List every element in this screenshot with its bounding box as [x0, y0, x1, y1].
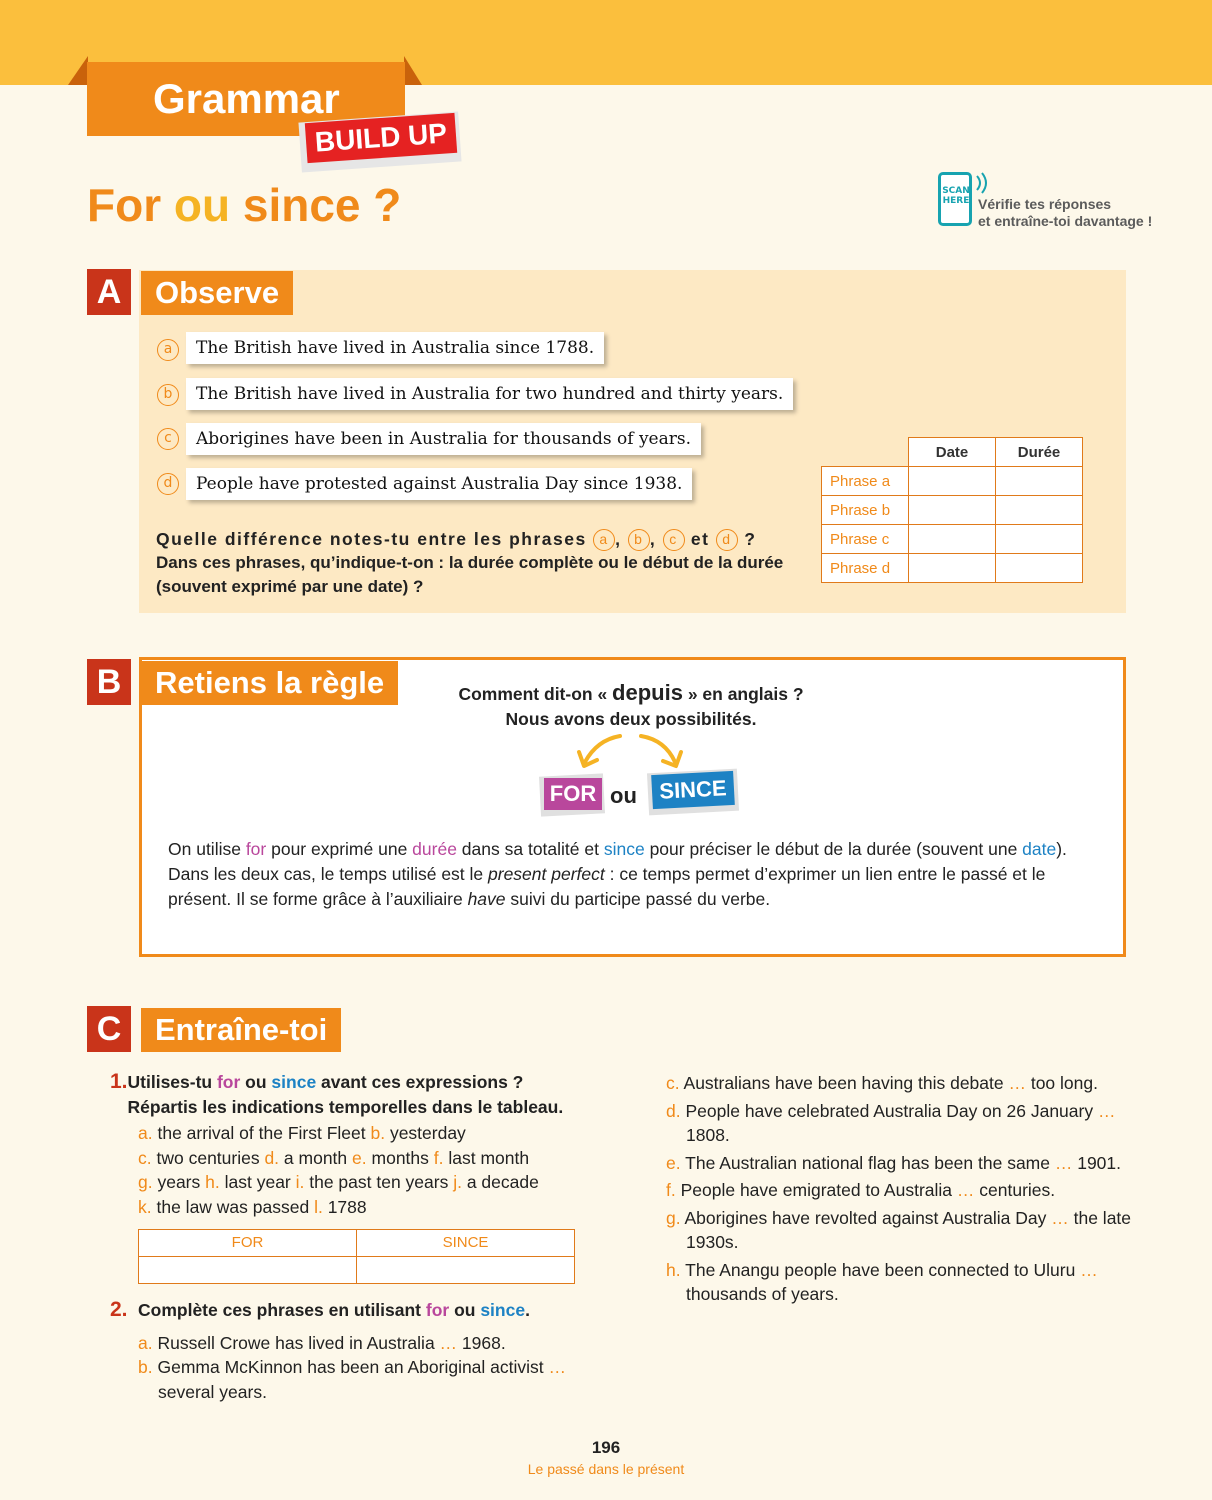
- rule-text-segment: ).: [1056, 839, 1067, 859]
- table-corner: [822, 438, 909, 467]
- marker-d: d: [157, 473, 179, 495]
- split-arrows-icon: [575, 730, 690, 775]
- table-cell[interactable]: [357, 1257, 575, 1284]
- rule-text-segment: On utilise: [168, 839, 246, 859]
- banner-fold-left: [68, 56, 88, 85]
- question-start: Quelle différence notes-tu entre les phrases: [156, 529, 587, 549]
- item-letter: c.: [666, 1073, 680, 1093]
- instruction-for: for: [425, 1300, 450, 1320]
- header-since: SINCE: [357, 1230, 575, 1257]
- item-text: months: [366, 1147, 434, 1168]
- item-letter: e.: [666, 1152, 681, 1173]
- inline-marker-a: a: [593, 529, 615, 551]
- list-item: [666, 1206, 1136, 1255]
- rule-text-segment: dans sa totalité et: [456, 839, 604, 859]
- scan-msg-line1: Vérifie tes réponses: [978, 196, 1112, 212]
- item-text: 1788: [322, 1196, 367, 1217]
- section-b-letter: B: [87, 659, 131, 705]
- exercise-1-items: [110, 1121, 590, 1219]
- rule-for: for: [245, 839, 267, 859]
- item-letter: g.: [138, 1172, 153, 1192]
- item-text: Gemma McKinnon has been an Aboriginal activist: [152, 1357, 549, 1377]
- instruction-since: since: [271, 1072, 317, 1092]
- item-text: years: [152, 1172, 206, 1192]
- item-text: 1968.: [457, 1332, 506, 1353]
- item-letter: d.: [666, 1100, 681, 1121]
- page-title: [87, 178, 401, 232]
- inline-marker-d: d: [716, 529, 738, 551]
- blank-dots[interactable]: …: [1054, 1152, 1073, 1173]
- header-for: FOR: [139, 1230, 357, 1257]
- rule-text-segment: suivi du participe passé du verbe.: [505, 889, 771, 909]
- for-since-table: [138, 1229, 575, 1284]
- exercise-1-instruction: [128, 1070, 590, 1119]
- item-text: Russell Crowe has lived in Australia: [152, 1332, 440, 1353]
- sentence-c: Aborigines have been in Australia for thousands of years.: [186, 423, 701, 455]
- date-duree-table: [821, 437, 1083, 583]
- list-item: [666, 1258, 1136, 1307]
- rule-text-segment: : ce temps permet d’exprimer un lien entre le passé et le présent. Il se forme grâce à l’auxiliaire: [168, 864, 1046, 909]
- list-item: [138, 1121, 590, 1146]
- item-text: a month: [279, 1147, 353, 1168]
- banner-fold-right: [404, 56, 422, 85]
- section-a-letter: A: [87, 269, 131, 315]
- list-item: [666, 1071, 1136, 1096]
- item-letter: a.: [138, 1123, 153, 1143]
- item-text: The Australian national flag has been the same: [680, 1152, 1055, 1173]
- header-duree: Durée: [996, 438, 1083, 467]
- question-rest: Dans ces phrases, qu’indique-t-on : la durée complète ou le début de la durée (souvent exprimé par une date) ?: [156, 553, 784, 597]
- item-text: the law was passed: [151, 1196, 315, 1217]
- item-letter: j.: [453, 1172, 462, 1192]
- item-letter: d.: [264, 1147, 280, 1168]
- item-letter: f.: [433, 1147, 444, 1168]
- instruction-segment: ou: [449, 1300, 481, 1320]
- item-text: People have emigrated to Australia: [675, 1180, 957, 1200]
- blank-dots[interactable]: …: [1080, 1259, 1098, 1280]
- rule-date: date: [1022, 839, 1057, 859]
- list-item: [666, 1099, 1136, 1148]
- item-text: the late 1930s.: [686, 1207, 1132, 1252]
- section-c-letter: C: [87, 1006, 131, 1052]
- observe-question: [156, 527, 788, 599]
- table-cell[interactable]: [139, 1257, 357, 1284]
- item-text: the arrival of the First Fleet: [152, 1123, 371, 1143]
- list-item: [138, 1170, 590, 1195]
- rule-paragraph-1: [168, 837, 1108, 862]
- item-text: 1901.: [1072, 1152, 1121, 1173]
- item-letter: f.: [666, 1180, 676, 1200]
- item-text: a decade: [461, 1172, 539, 1192]
- section-c-label: Entraîne-toi: [141, 1008, 341, 1052]
- rule-present-perfect: present perfect: [488, 864, 605, 884]
- rule-heading-line2: Nous avons deux possibilités.: [505, 709, 757, 729]
- blank-dots[interactable]: …: [1051, 1207, 1069, 1228]
- signal-waves-icon: [974, 172, 990, 194]
- item-text: yesterday: [385, 1123, 466, 1143]
- heading-depuis: depuis: [612, 680, 683, 705]
- item-text: Australians have been having this debate: [679, 1073, 1009, 1093]
- rule-duree: durée: [412, 839, 457, 859]
- item-letter: c.: [138, 1147, 152, 1168]
- question-line1: Quelle différence notes-tu entre les phrases a , b , c et d ?: [156, 527, 788, 551]
- since-tag: SINCE: [651, 771, 735, 809]
- item-letter: g.: [666, 1207, 681, 1228]
- for-tag: FOR: [544, 778, 602, 810]
- rule-text-segment: Dans les deux cas, le temps utilisé est le: [168, 864, 489, 884]
- rule-text-segment: pour exprimé une: [266, 839, 413, 859]
- scan-msg-line2: et entraîne-toi davantage !: [978, 213, 1153, 229]
- exercise-1-number: 1.: [110, 1070, 128, 1093]
- heading-post: » en anglais ?: [682, 684, 804, 704]
- exercise-2-items-left: [110, 1331, 590, 1405]
- list-item: [138, 1331, 590, 1356]
- header-date: Date: [909, 438, 996, 467]
- row-label: Phrase c: [822, 525, 909, 554]
- item-letter: i.: [295, 1172, 305, 1192]
- inline-marker-c: c: [663, 529, 685, 551]
- sentence-d: People have protested against Australia Day since 1938.: [186, 468, 692, 500]
- blank-dots[interactable]: …: [1008, 1073, 1026, 1093]
- item-text: the past ten years: [304, 1172, 454, 1192]
- item-text: People have celebrated Australia Day on 26 January: [680, 1100, 1098, 1121]
- question-mark: ?: [744, 529, 757, 549]
- item-letter: k.: [138, 1196, 152, 1217]
- blank-dots[interactable]: …: [956, 1180, 975, 1200]
- item-text: too long.: [1025, 1073, 1098, 1093]
- list-item: [666, 1178, 1136, 1203]
- exercises-column-left: [110, 1070, 590, 1404]
- question-et: et: [690, 529, 710, 549]
- table-cell[interactable]: [909, 554, 996, 583]
- ou-word: ou: [610, 783, 637, 808]
- item-text: centuries.: [974, 1180, 1056, 1200]
- exercise-2-number: 2.: [110, 1298, 128, 1321]
- marker-a: a: [157, 339, 179, 361]
- table-cell[interactable]: [996, 554, 1083, 583]
- list-item: [138, 1195, 590, 1220]
- item-text: thousands of years.: [686, 1284, 839, 1304]
- inline-marker-b: b: [628, 529, 650, 551]
- exercise-1-title: [110, 1070, 590, 1119]
- item-letter: l.: [314, 1196, 323, 1217]
- blank-dots[interactable]: …: [548, 1357, 567, 1377]
- row-label: Phrase b: [822, 496, 909, 525]
- marker-c: c: [157, 428, 179, 450]
- rule-text-segment: pour préciser le début de la durée (souvent une: [644, 839, 1023, 859]
- table-cell[interactable]: [909, 496, 996, 525]
- item-letter: a.: [138, 1332, 153, 1353]
- section-b-label: Retiens la règle: [141, 661, 398, 705]
- item-text: several years.: [158, 1381, 267, 1402]
- instruction-for: for: [216, 1072, 241, 1092]
- page-number: 196: [591, 1438, 621, 1457]
- item-letter: b.: [138, 1357, 153, 1377]
- item-letter: b.: [370, 1123, 386, 1143]
- buildup-tag: BUILD UP: [305, 113, 457, 163]
- exercise-2-instruction: [138, 1298, 530, 1323]
- item-text: two centuries: [151, 1147, 265, 1168]
- rule-paragraph-2: [168, 862, 1108, 912]
- chapter-title: Le passé dans le présent: [527, 1461, 685, 1477]
- rule-since: since: [603, 839, 645, 859]
- row-label: Phrase a: [822, 467, 909, 496]
- instruction-segment: Utilises-tu: [127, 1072, 217, 1092]
- rule-heading: [456, 680, 806, 732]
- title-for: For: [87, 179, 162, 231]
- rule-heading-line1: [456, 680, 806, 707]
- instruction-segment: avant ces expressions ? Répartis les indications temporelles dans le tableau.: [127, 1072, 564, 1117]
- instruction-segment: ou: [240, 1072, 272, 1092]
- sentence-b: The British have lived in Australia for two hundred and thirty years.: [186, 378, 793, 410]
- list-item: [138, 1355, 590, 1404]
- instruction-since: since: [480, 1300, 526, 1320]
- heading-pre: Comment dit-on «: [458, 684, 613, 704]
- exercises-column-right: [666, 1071, 1136, 1310]
- item-text: last year: [219, 1172, 296, 1192]
- scan-label: SCAN HERE: [942, 186, 970, 206]
- item-letter: h.: [205, 1172, 220, 1192]
- item-letter: h.: [666, 1259, 681, 1280]
- title-since: since ?: [242, 179, 402, 231]
- item-text: 1808.: [686, 1125, 730, 1145]
- item-letter: e.: [352, 1147, 367, 1168]
- instruction-segment: .: [525, 1300, 530, 1320]
- table-cell[interactable]: [909, 467, 996, 496]
- exercise-2-title: [110, 1298, 590, 1323]
- item-text: last month: [443, 1147, 530, 1168]
- sentence-a: The British have lived in Australia since 1788.: [186, 332, 604, 364]
- table-cell[interactable]: [909, 525, 996, 554]
- list-item: [138, 1146, 590, 1171]
- rule-text: [168, 837, 1108, 912]
- item-text: The Anangu people have been connected to Uluru: [680, 1259, 1081, 1280]
- table-cell[interactable]: [996, 525, 1083, 554]
- row-label: Phrase d: [822, 554, 909, 583]
- item-text: Aborigines have revolted against Australia Day: [680, 1207, 1052, 1228]
- blank-dots[interactable]: …: [1097, 1100, 1116, 1121]
- section-a-label: Observe: [141, 271, 293, 315]
- table-cell[interactable]: [996, 496, 1083, 525]
- title-ou: ou: [173, 179, 231, 231]
- banner-title: Grammar: [153, 75, 340, 122]
- blank-dots[interactable]: …: [439, 1332, 458, 1353]
- instruction-segment: Complète ces phrases en utilisant: [138, 1300, 426, 1320]
- marker-b: b: [157, 384, 179, 406]
- scan-message: [978, 196, 1152, 230]
- rule-have: have: [467, 889, 506, 909]
- list-item: [666, 1151, 1136, 1176]
- table-cell[interactable]: [996, 467, 1083, 496]
